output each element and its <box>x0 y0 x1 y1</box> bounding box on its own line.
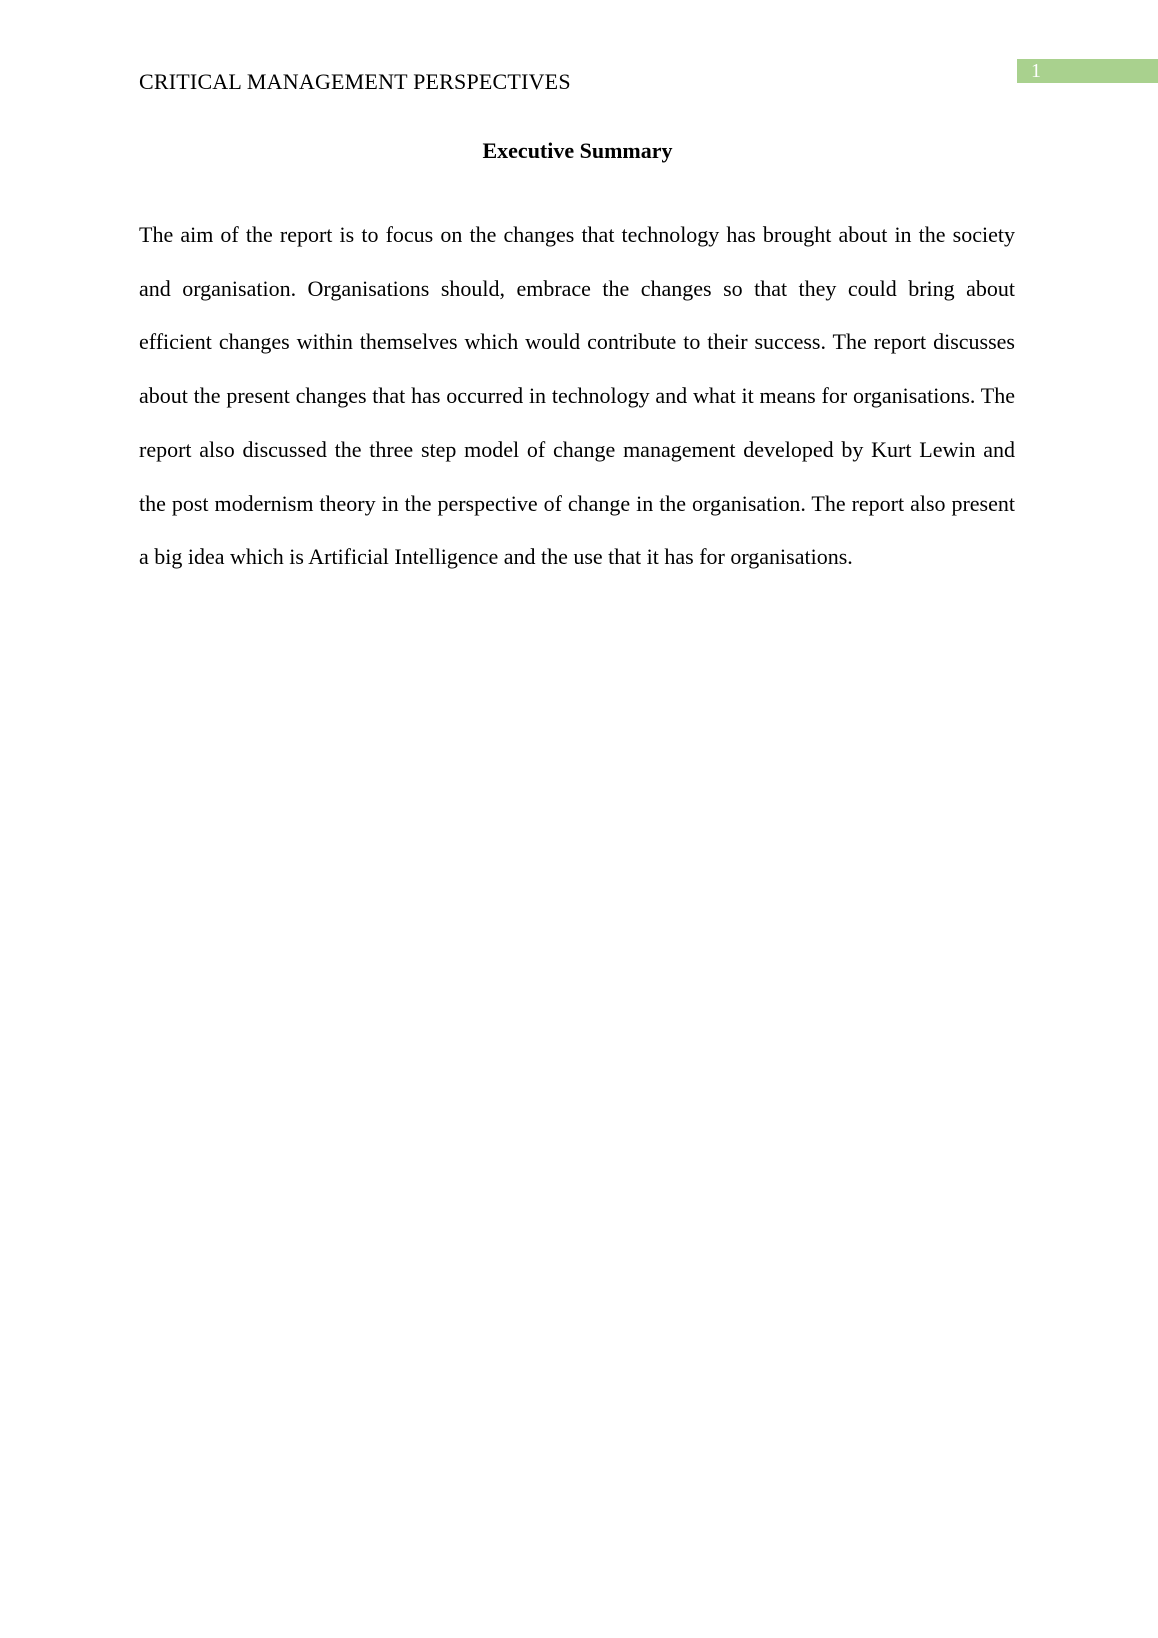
page-number-badge <box>1017 59 1158 83</box>
page-number: 1 <box>1031 60 1041 82</box>
running-head: CRITICAL MANAGEMENT PERSPECTIVES <box>139 69 571 94</box>
section-title: Executive Summary <box>482 138 673 163</box>
executive-summary-paragraph: The aim of the report is to focus on the changes that technology has brought about in the society and organisation. Organisations should, embrace the changes so that they could bring about efficient changes within themselves which would contribute to their success. The report discusses about the present changes that has occurred in technology and what it means for organisations. The report also discussed the three step model of change management developed by Kurt Lewin and the post modernism theory in the perspective of change in the organisation. The report also present a big idea which is Artificial Intelligence and the use that it has for organisations. <box>139 222 1015 570</box>
